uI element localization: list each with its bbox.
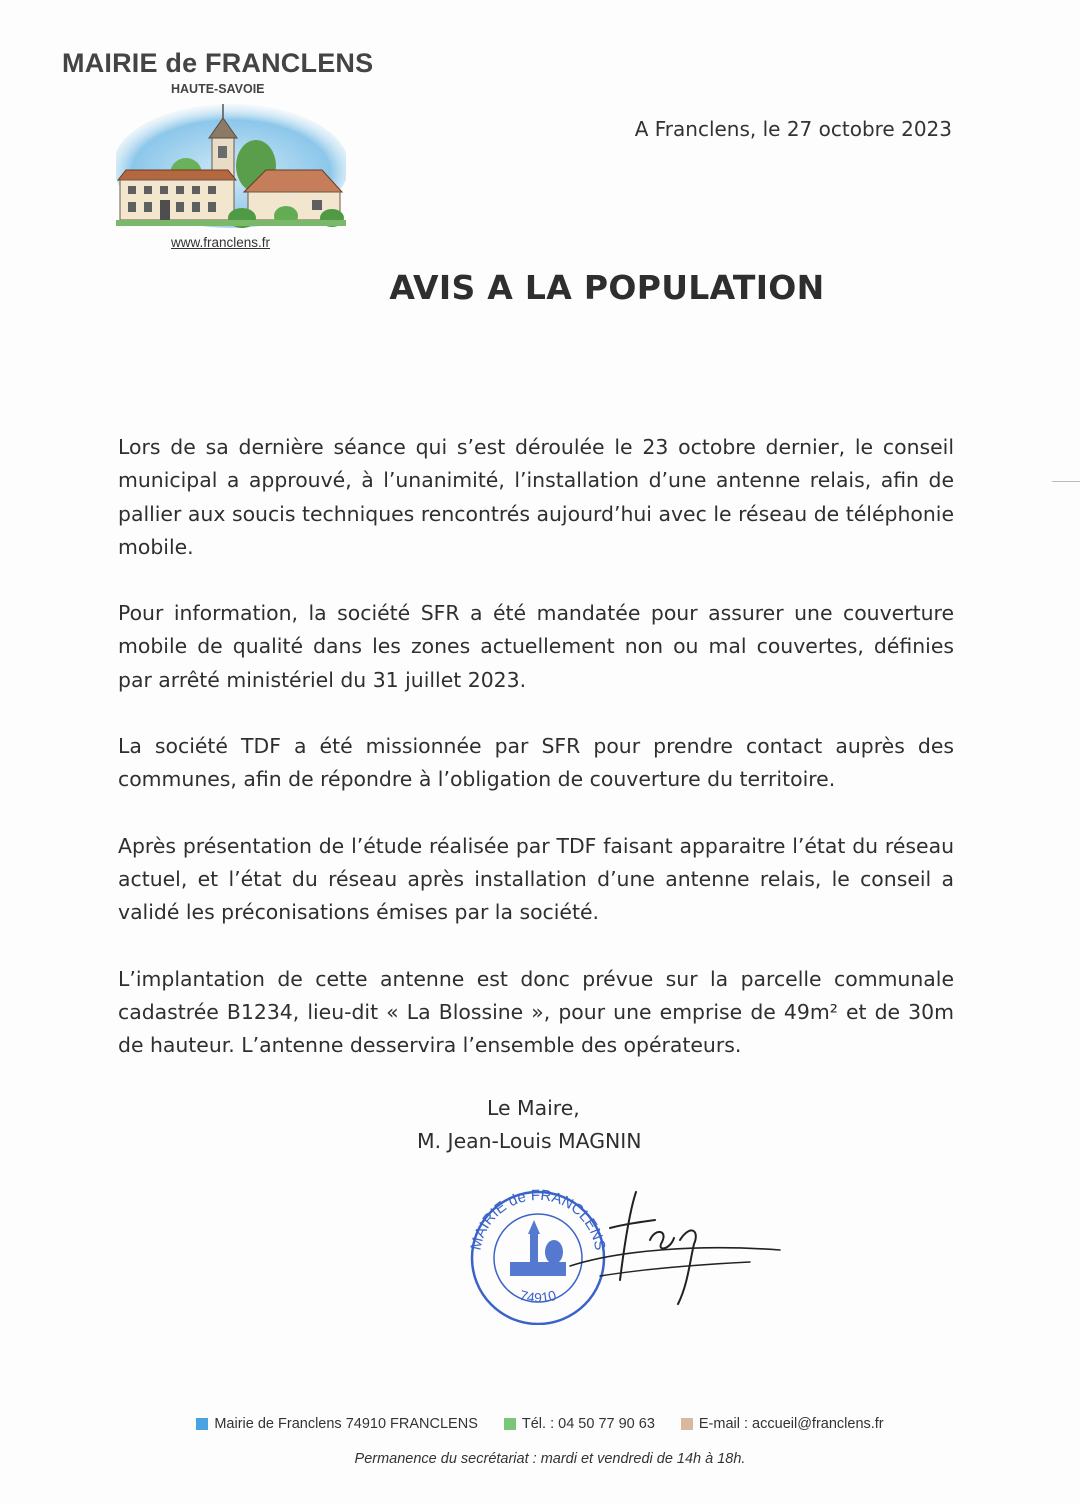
scan-mark xyxy=(1052,481,1080,482)
letter-body xyxy=(118,431,954,1095)
footer-phone xyxy=(504,1416,655,1432)
footer-address xyxy=(196,1416,478,1432)
paragraph: L’implantation de cette antenne est donc prévue sur la parcelle communale cadastrée B1234, lieu-dit « La Blossine », pour une emprise de 49m² et de 30m de hauteur. L’antenne desservira l’ensemble des opérateurs. xyxy=(118,966,954,1058)
paragraph: Lors de sa dernière séance qui s’est déroulée le 23 octobre dernier, le conseil municipal a approuvé, à l’unanimité, l’installation d’une antenne relais, afin de pallier aux soucis techniques rencontrés aujourd’hui avec le réseau de téléphonie mobile. xyxy=(118,435,954,559)
paragraph: La société TDF a été missionnée par SFR pour prendre contact auprès des communes, afin de répondre à l’obligation de couverture du territoire. xyxy=(118,734,954,792)
paragraph: Pour information, la société SFR a été mandatée pour assurer une couverture mobile de qualité dans les zones actuellement non ou mal couvertes, définies par arrêté ministériel du 31 juillet 2023. xyxy=(118,601,954,692)
website-link[interactable]: www.franclens.fr xyxy=(171,235,271,250)
org-name: MAIRIE de FRANCLENS xyxy=(62,48,374,78)
page-title: AVIS A LA POPULATION xyxy=(389,268,825,307)
address-text: Mairie de Franclens 74910 FRANCLENS xyxy=(214,1416,478,1432)
square-icon xyxy=(504,1418,516,1430)
signatory-name: M. Jean-Louis MAGNIN xyxy=(417,1129,642,1153)
office-hours: Permanence du secrétariat : mardi et vendredi de 14h à 18h. xyxy=(354,1451,746,1467)
org-region: HAUTE-SAVOIE xyxy=(171,82,265,96)
svg-text:MAIRIE de FRANCLENS: MAIRIE de FRANCLENS xyxy=(467,1186,609,1252)
signatory-title: Le Maire, xyxy=(487,1096,580,1120)
email-text[interactable]: E-mail : accueil@franclens.fr xyxy=(698,1416,884,1432)
square-icon xyxy=(681,1418,693,1430)
paragraph: Après présentation de l’étude réalisée par TDF faisant apparaitre l’état du réseau actuel, et l’état du réseau après installation d’une antenne relais, le conseil a validé les préconisations émises par la société. xyxy=(118,833,954,925)
date-line: A Franclens, le 27 octobre 2023 xyxy=(634,117,952,141)
footer-email xyxy=(681,1416,884,1432)
phone-text: Tél. : 04 50 77 90 63 xyxy=(521,1416,655,1432)
village-church-logo-icon xyxy=(116,96,346,232)
mairie-stamp-and-signature xyxy=(450,1180,795,1325)
svg-text:74910: 74910 xyxy=(517,1286,559,1306)
footer-contact xyxy=(0,1416,1080,1432)
square-icon xyxy=(196,1418,208,1430)
